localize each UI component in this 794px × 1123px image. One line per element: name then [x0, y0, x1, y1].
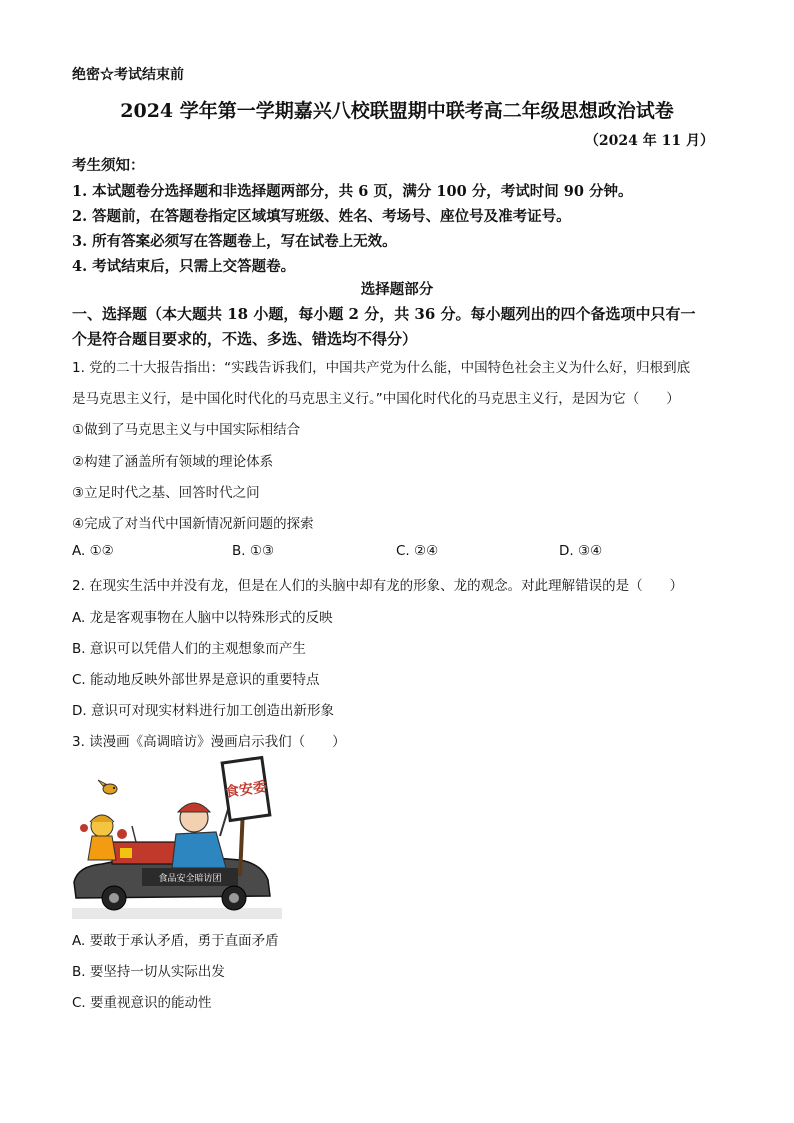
official-figure-icon [172, 796, 232, 868]
question-1-statement: ④完成了对当代中国新情况新问题的探索 [72, 516, 314, 532]
question-3-choice-c: C. 要重视意识的能动性 [72, 995, 212, 1011]
bird-icon [98, 780, 117, 794]
question-1-statement: ③立足时代之基、回答时代之问 [72, 485, 260, 501]
notice-item: 1. 本试题卷分选择题和非选择题两部分，共 6 页，满分 100 分，考试时间 90 分钟。 [72, 183, 633, 200]
choice-d: D. ③④ [559, 543, 603, 559]
cartoon-image [72, 756, 282, 919]
notice-heading: 考生须知： [72, 157, 145, 174]
exam-title: 2024 学年第一学期嘉兴八校联盟期中联考高二年级思想政治试卷 [120, 100, 674, 122]
question-1-stem-line1: 1. 党的二十大报告指出：“实践告诉我们，中国共产党为什么能，中国特色社会主义为什么好，归根到底 [72, 360, 691, 376]
question-3-choice-b: B. 要坚持一切从实际出发 [72, 964, 225, 980]
exam-date: （2024 年 11 月） [584, 133, 714, 149]
cartoon-illustration [72, 756, 282, 919]
choice-b: B. ①③ [232, 543, 275, 559]
question-3-choice-a: A. 要敢于承认矛盾，勇于直面矛盾 [72, 933, 279, 949]
question-2-choice-a: A. 龙是客观事物在人脑中以特殊形式的反映 [72, 610, 333, 626]
choice-c: C. ②④ [396, 543, 439, 559]
notice-item: 4. 考试结束后，只需上交答题卷。 [72, 258, 296, 275]
sign-text: 食安委 [224, 779, 269, 801]
question-2-choice-c: C. 能动地反映外部世界是意识的重要特点 [72, 672, 320, 688]
section-title: 选择题部分 [360, 281, 434, 298]
question-1-statement: ②构建了涵盖所有领域的理论体系 [72, 454, 274, 470]
question-1-statement: ①做到了马克思主义与中国实际相结合 [72, 422, 301, 438]
part-instructions-line1: 一、选择题（本大题共 18 小题，每小题 2 分，共 36 分。每小题列出的四个备选项中只有一 [72, 305, 696, 323]
notice-item: 2. 答题前，在答题卷指定区域填写班级、姓名、考场号、座位号及准考证号。 [72, 208, 571, 225]
question-1-stem-line2: 是马克思主义行，是中国化时代化的马克思主义行。”中国化时代化的马克思主义行，是因为它（ ） [72, 391, 680, 407]
question-2-stem: 2. 在现实生活中并没有龙，但是在人们的头脑中却有龙的形象、龙的观念。对此理解错误的是（ ） [72, 578, 684, 594]
part-instructions-line2: 个是符合题目要求的，不选、多选、错选均不得分） [72, 330, 418, 348]
question-2-choice-b: B. 意识可以凭借人们的主观想象而产生 [72, 641, 306, 657]
question-2-choice-d: D. 意识可对现实材料进行加工创造出新形象 [72, 703, 334, 719]
choice-a: A. ①② [72, 543, 114, 559]
notice-item: 3. 所有答案必须写在答题卷上，写在试卷上无效。 [72, 233, 397, 250]
car-banner-text: 食品安全暗访团 [158, 874, 222, 884]
sign-icon [222, 757, 270, 876]
question-3-stem: 3. 读漫画《高调暗访》漫画启示我们（ ） [72, 734, 346, 750]
confidential-label: 绝密☆考试结束前 [72, 67, 184, 83]
